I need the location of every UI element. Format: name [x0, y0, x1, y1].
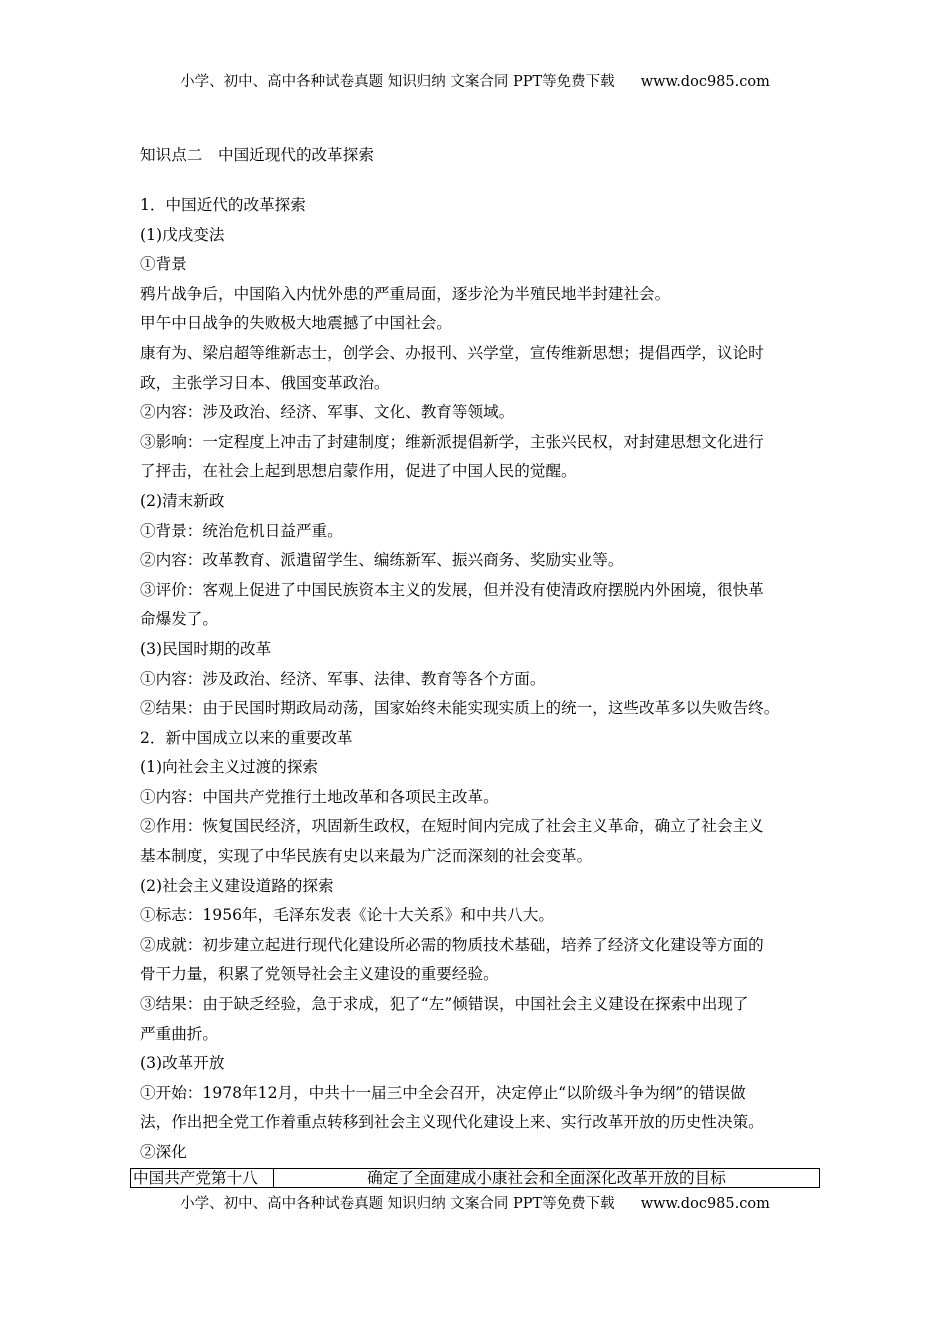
text-line: (2)清末新政: [140, 491, 225, 510]
text-line: ①标志：1956年，毛泽东发表《论十大关系》和中共八大。: [140, 906, 554, 925]
text-line: (2)社会主义建设道路的探索: [140, 876, 334, 895]
text-line: 了抨击，在社会上起到思想启蒙作用，促进了中国人民的觉醒。: [140, 462, 577, 481]
text-line: 法，作出把全党工作着重点转移到社会主义现代化建设上来、实行改革开放的历史性决策。: [140, 1113, 764, 1132]
footer-banner: [0, 1192, 950, 1213]
text-line: (1)向社会主义过渡的探索: [140, 758, 319, 777]
text-line: 命爆发了。: [140, 610, 218, 629]
text-line: 鸦片战争后，中国陷入内忧外患的严重局面，逐步沦为半殖民地半封建社会。: [140, 284, 671, 303]
table-row: [131, 1169, 820, 1188]
text-line: 政，主张学习日本、俄国变革政治。: [140, 373, 390, 392]
text-line: (3)民国时期的改革: [140, 639, 272, 658]
text-line: ③影响：一定程度上冲击了封建制度；维新派提倡新学，主张兴民权，对封建思想文化进行: [140, 432, 764, 451]
header-banner: [0, 70, 950, 91]
text-line: ②成就：初步建立起进行现代化建设所必需的物质技术基础，培养了经济文化建设等方面的: [140, 935, 764, 954]
text-line: ①内容：涉及政治、经济、军事、法律、教育等各个方面。: [140, 669, 546, 688]
text-line: 严重曲折。: [140, 1024, 218, 1043]
text-line: 1．中国近代的改革探索: [140, 196, 306, 214]
document-body: [140, 143, 820, 1168]
text-line: ③评价：客观上促进了中国民族资本主义的发展，但并没有使清政府摆脱内外困境，很快革: [140, 580, 764, 599]
header-banner-text: 小学、初中、高中各种试卷真题 知识归纳 文案合同 PPT等免费下载: [180, 74, 615, 90]
text-line: 康有为、梁启超等维新志士，创学会、办报刊、兴学堂，宣传维新思想；提倡西学，议论时: [140, 343, 764, 362]
text-line: 骨干力量，积累了党领导社会主义建设的重要经验。: [140, 965, 499, 984]
footer-site-link[interactable]: www.doc985.com: [640, 1196, 770, 1212]
deepening-table: [130, 1168, 820, 1188]
text-line: ①背景：统治危机日益严重。: [140, 521, 343, 540]
text-line: 甲午中日战争的失败极大地震撼了中国社会。: [140, 314, 452, 333]
text-line: 基本制度，实现了中华民族有史以来最为广泛而深刻的社会变革。: [140, 847, 593, 866]
text-line: ③结果：由于缺乏经验，急于求成，犯了“左”倾错误，中国社会主义建设在探索中出现了: [140, 995, 749, 1014]
table-cell-meeting: 中国共产党第十八: [131, 1169, 274, 1188]
text-line: ①内容：中国共产党推行土地改革和各项民主改革。: [140, 787, 499, 806]
header-site-link[interactable]: www.doc985.com: [640, 74, 770, 90]
text-line: 2．新中国成立以来的重要改革: [140, 728, 353, 747]
footer-banner-text: 小学、初中、高中各种试卷真题 知识归纳 文案合同 PPT等免费下载: [180, 1196, 615, 1212]
text-line: (1)戊戌变法: [140, 225, 225, 244]
text-line: ②作用：恢复国民经济，巩固新生政权，在短时间内完成了社会主义革命，确立了社会主义: [140, 817, 764, 836]
text-line: ①背景: [140, 255, 187, 274]
text-line: (3)改革开放: [140, 1054, 225, 1073]
table-cell-content: 确定了全面建成小康社会和全面深化改革开放的目标: [274, 1169, 820, 1188]
text-line: ①开始：1978年12月，中共十一届三中全会召开，决定停止“以阶级斗争为纲”的错误做: [140, 1083, 746, 1102]
text-line: ②结果：由于民国时期政局动荡，国家始终未能实现实质上的统一，这些改革多以失败告终。: [140, 699, 780, 718]
text-line: ②深化: [140, 1143, 187, 1161]
text-line: ②内容：改革教育、派遣留学生、编练新军、振兴商务、奖励实业等。: [140, 551, 624, 570]
text-line: ②内容：涉及政治、经济、军事、文化、教育等领域。: [140, 403, 515, 422]
spacer: [140, 167, 820, 191]
text-lines: [140, 191, 820, 1168]
section-title: 知识点二 中国近现代的改革探索: [140, 146, 374, 164]
